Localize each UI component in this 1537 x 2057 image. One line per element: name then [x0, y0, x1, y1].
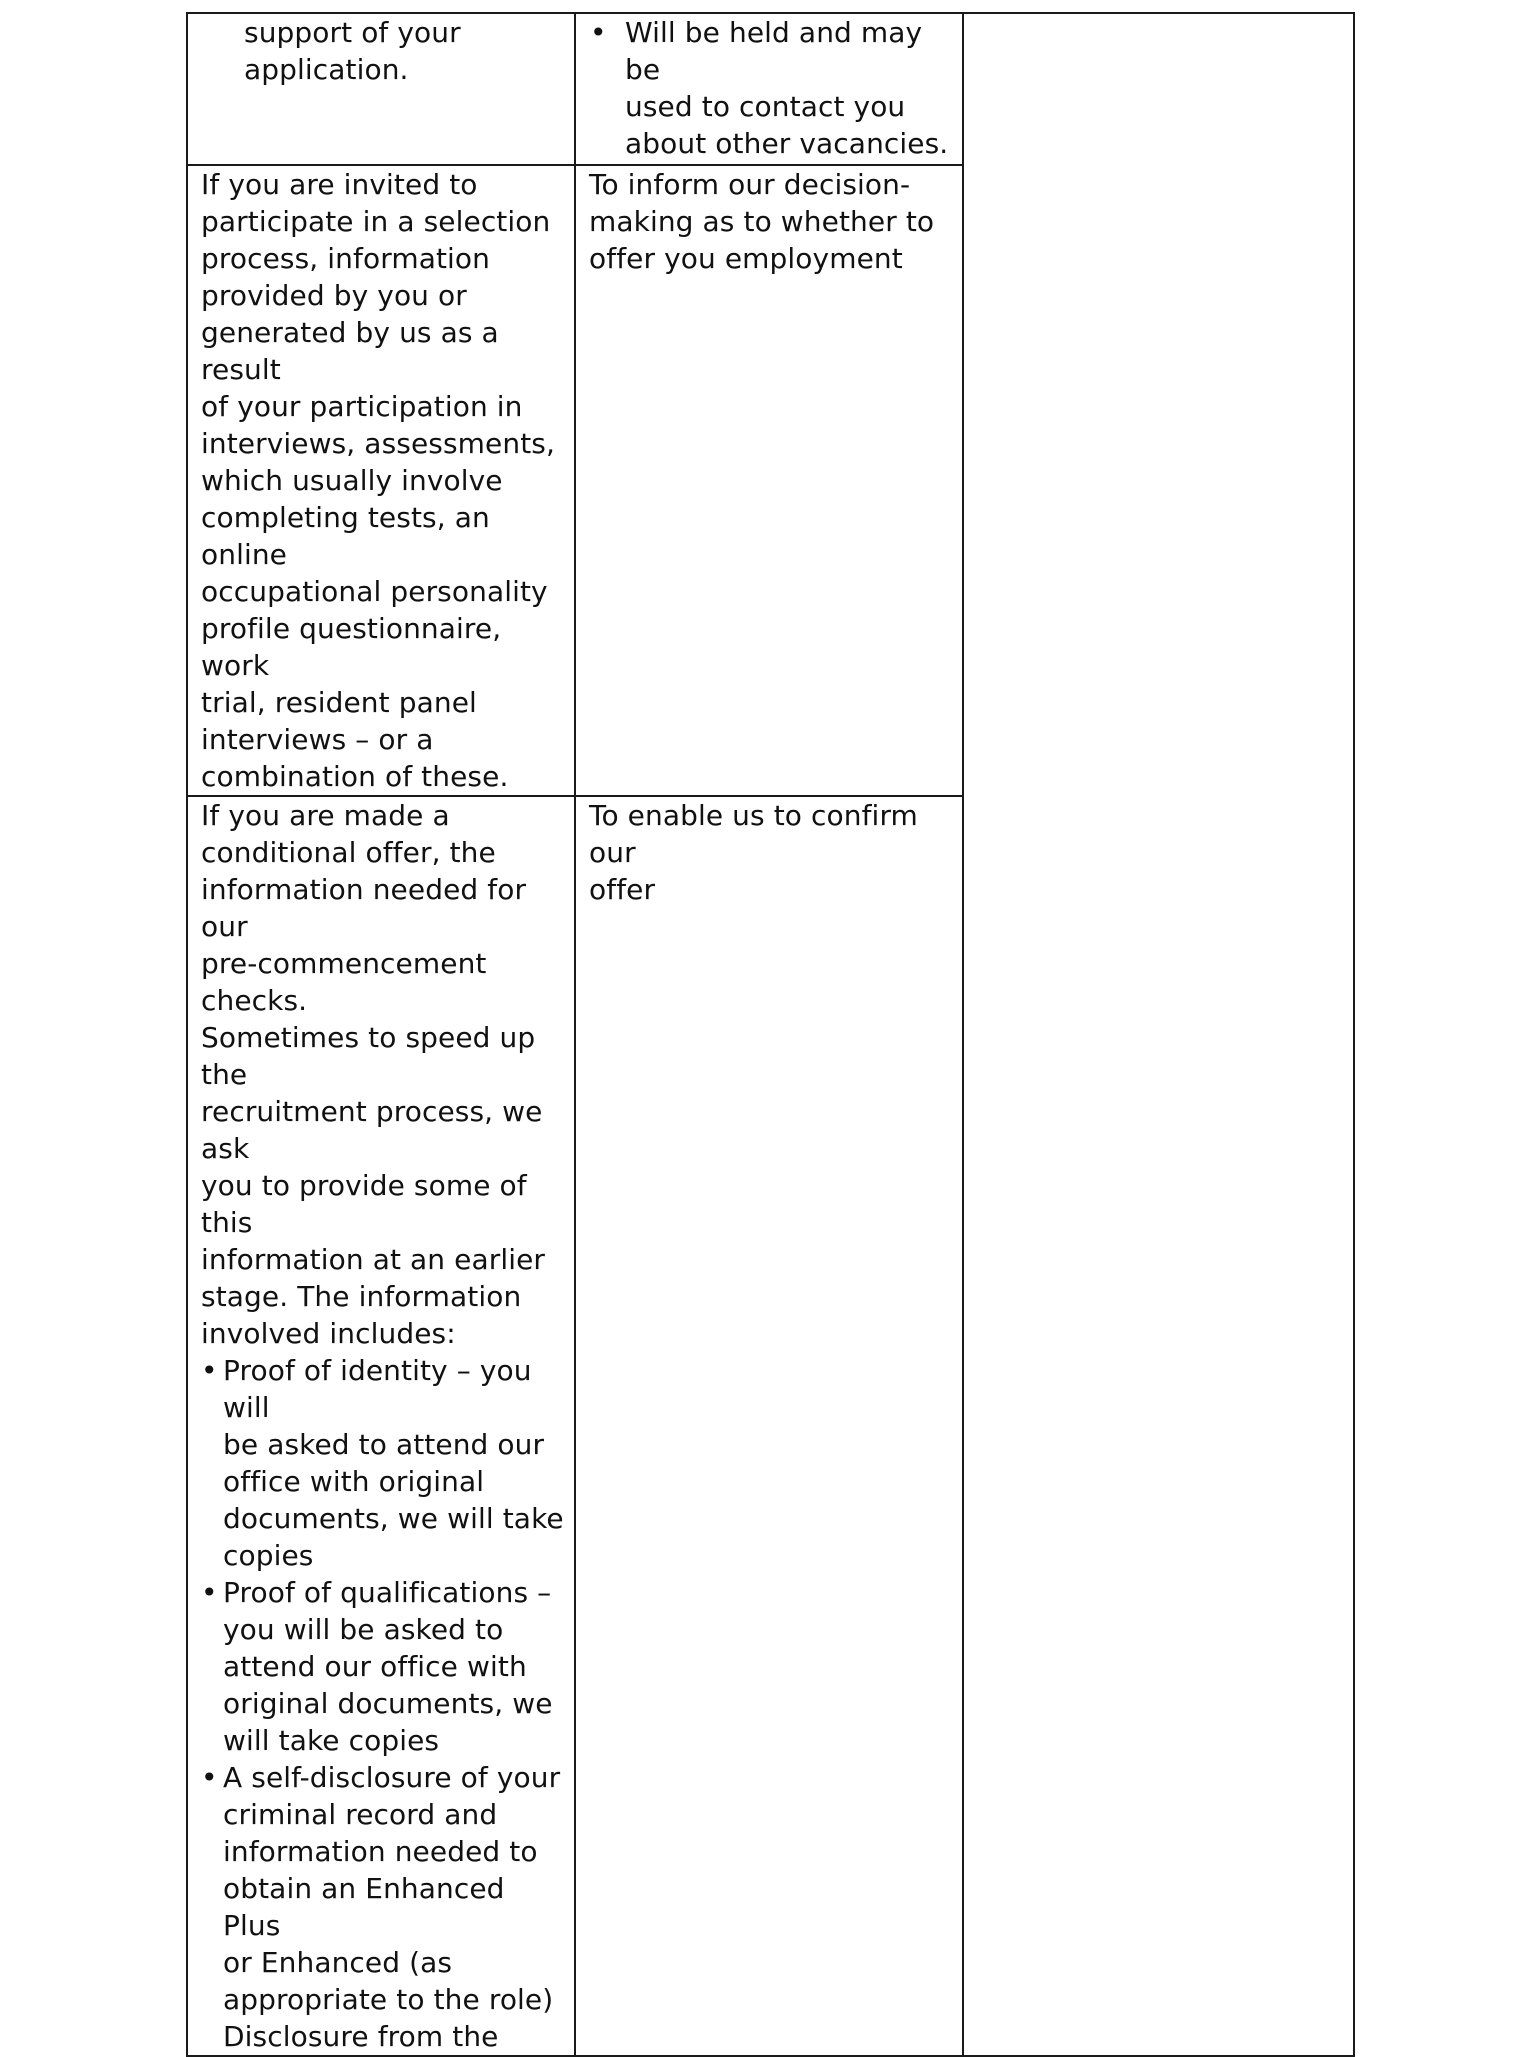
list-item: • A self-disclosure of your criminal record and information needed to obtain an Enhanced Plus or Enhanced (as appropriate to the role) Disclosure from the	[201, 1759, 564, 2055]
cell-text: To enable us to confirm our offer	[589, 799, 918, 906]
cell-content	[188, 797, 574, 2055]
empty-column-cell	[963, 13, 1354, 2056]
table-cell	[575, 13, 963, 165]
table-cell	[575, 796, 963, 2056]
list-item: • Will be held and may be used to contact you about other vacancies.	[589, 14, 952, 162]
list-item: • Proof of qualifications – you will be asked to attend our office with original documents, we will take copies	[201, 1574, 564, 1759]
table-cell	[187, 165, 575, 796]
table-cell	[575, 165, 963, 796]
cell-text: If you are made a conditional offer, the information needed for our pre-commencement checks. Sometimes to speed up the recruitment process, we ask you to provide some of this information at an earlier stage. The information involved includes:	[201, 799, 546, 1350]
document-table	[186, 12, 1355, 2057]
cell-text: To inform our decision- making as to whether to offer you employment	[589, 168, 935, 275]
table-cell	[187, 796, 575, 2056]
table-row	[187, 13, 1354, 165]
cell-text: support of your application.	[244, 16, 461, 86]
bullet-list	[201, 1352, 564, 2055]
list-item: • Proof of identity – you will be asked to attend our office with original documents, we will take copies	[201, 1352, 564, 1574]
bullet-list	[576, 14, 962, 162]
table-cell	[187, 13, 575, 165]
cell-text: If you are invited to participate in a selection process, information provided by you or generated by us as a result of your participation in interviews, assessments, which usually involve completing tests, an online occupational personality profile questionnaire, work trial, resident panel interviews – or a combination of these.	[201, 168, 555, 793]
